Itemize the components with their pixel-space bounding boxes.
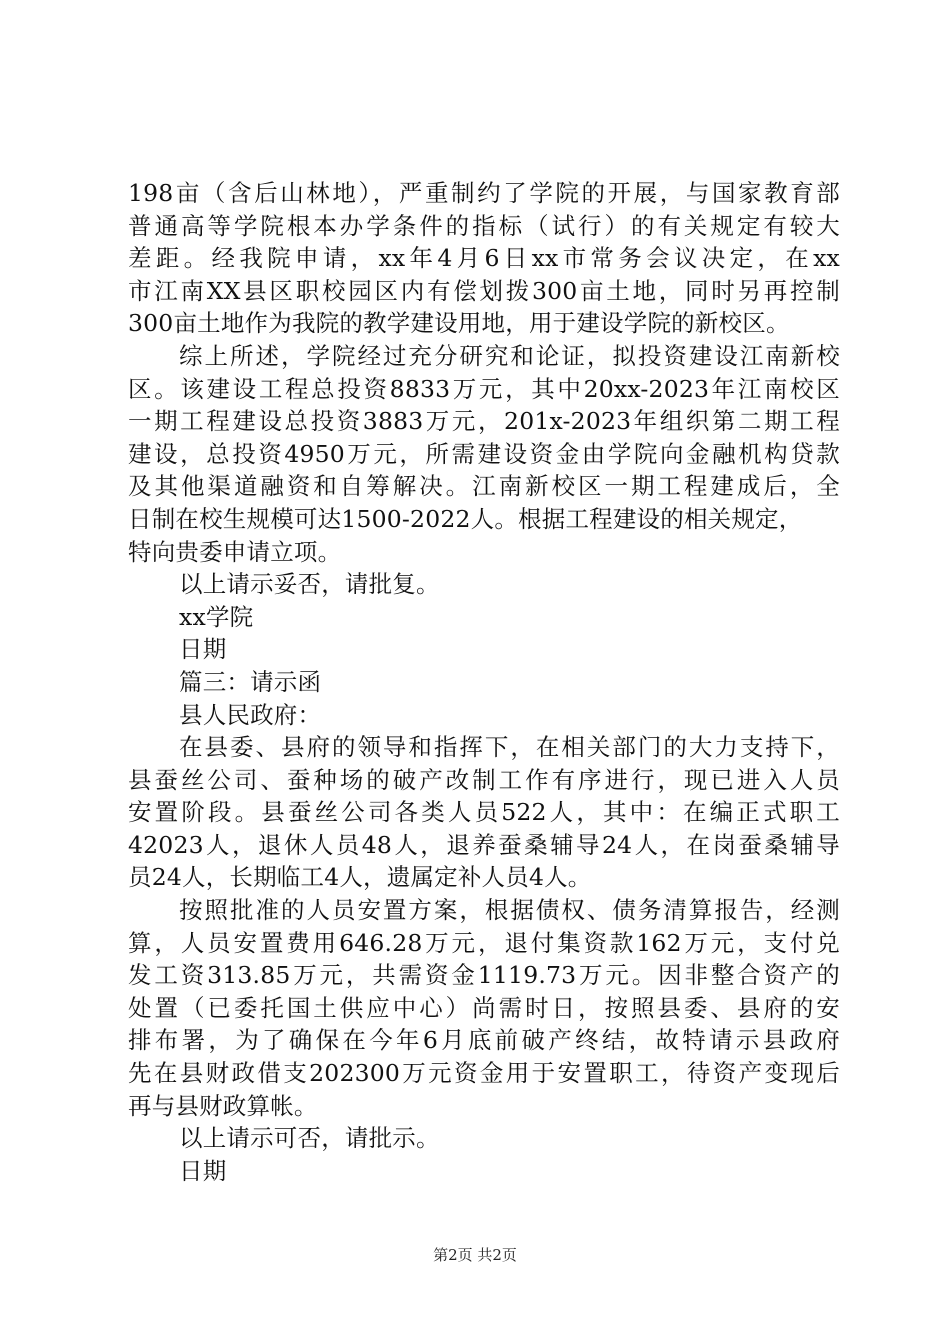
text-line: 先在县财政借支202300万元资金用于安置职工，待资产变现后 [128, 1059, 840, 1088]
text-line: 在县委、县府的领导和指挥下，在相关部门的大力支持下， [179, 733, 840, 762]
text-line: 按照批准的人员安置方案，根据债权、债务清算报告，经测 [179, 896, 840, 925]
text-line: 安置阶段。县蚕丝公司各类人员522人，其中：在编正式职工 [128, 798, 840, 827]
text-line: 及其他渠道融资和自筹解决。江南新校区一期工程建成后，全 [128, 472, 840, 501]
page-number-footer: 第2页 共2页 [433, 1246, 517, 1264]
text-line: 日制在校生规模可达1500-2022人。根据工程建设的相关规定， [128, 504, 803, 533]
text-line: 一期工程建设总投资3883万元，201x-2023年组织第二期工程 [128, 407, 840, 436]
section-title: 篇三：请示函 [179, 667, 322, 696]
text-line: 算，人员安置费用646.28万元，退付集资款162万元，支付兑 [128, 928, 840, 957]
text-line: 市江南XX县区职校园区内有偿划拨300亩土地，同时另再控制 [128, 276, 840, 305]
signature-org: xx学院 [179, 602, 254, 631]
text-line: 发工资313.85万元，共需资金1119.73万元。因非整合资产的 [128, 961, 840, 990]
text-line: 特向贵委申请立项。 [128, 537, 342, 566]
salutation: 县人民政府： [179, 700, 322, 729]
closing-request: 以上请示可否，请批示。 [179, 1124, 440, 1153]
text-line: 区。该建设工程总投资8833万元，其中20xx-2023年江南校区 [128, 374, 840, 403]
text-line: 42023人，退休人员48人，退养蚕桑辅导24人，在岗蚕桑辅导 [128, 830, 840, 859]
text-line: 198亩（含后山林地），严重制约了学院的开展，与国家教育部 [128, 179, 840, 207]
text-line: 300亩土地作为我院的教学建设用地，用于建设学院的新校区。 [128, 309, 790, 338]
text-line: 县蚕丝公司、蚕种场的破产改制工作有序进行，现已进入人员 [128, 765, 840, 794]
text-line: 排布署，为了确保在今年6月底前破产终结，故特请示县政府 [128, 1026, 840, 1055]
text-line: 普通高等学院根本办学条件的指标（试行）的有关规定有较大 [128, 211, 840, 240]
text-line: 建设，总投资4950万元，所需建设资金由学院向金融机构贷款 [128, 439, 840, 468]
text-line: 处置（已委托国土供应中心）尚需时日，按照县委、县府的安 [128, 993, 840, 1022]
signature-date: 日期 [179, 1156, 227, 1185]
text-line: 再与县财政算帐。 [128, 1091, 318, 1120]
signature-date: 日期 [179, 635, 227, 664]
document-body [128, 177, 840, 1187]
closing-request: 以上请示妥否，请批复。 [179, 570, 440, 599]
text-line: 员24人，长期临工4人，遗属定补人员4人。 [128, 863, 592, 892]
text-line: 综上所述，学院经过充分研究和论证，拟投资建设江南新校 [179, 341, 840, 370]
text-line: 差距。经我院申请，xx年4月6日xx市常务会议决定，在xx [128, 244, 840, 273]
